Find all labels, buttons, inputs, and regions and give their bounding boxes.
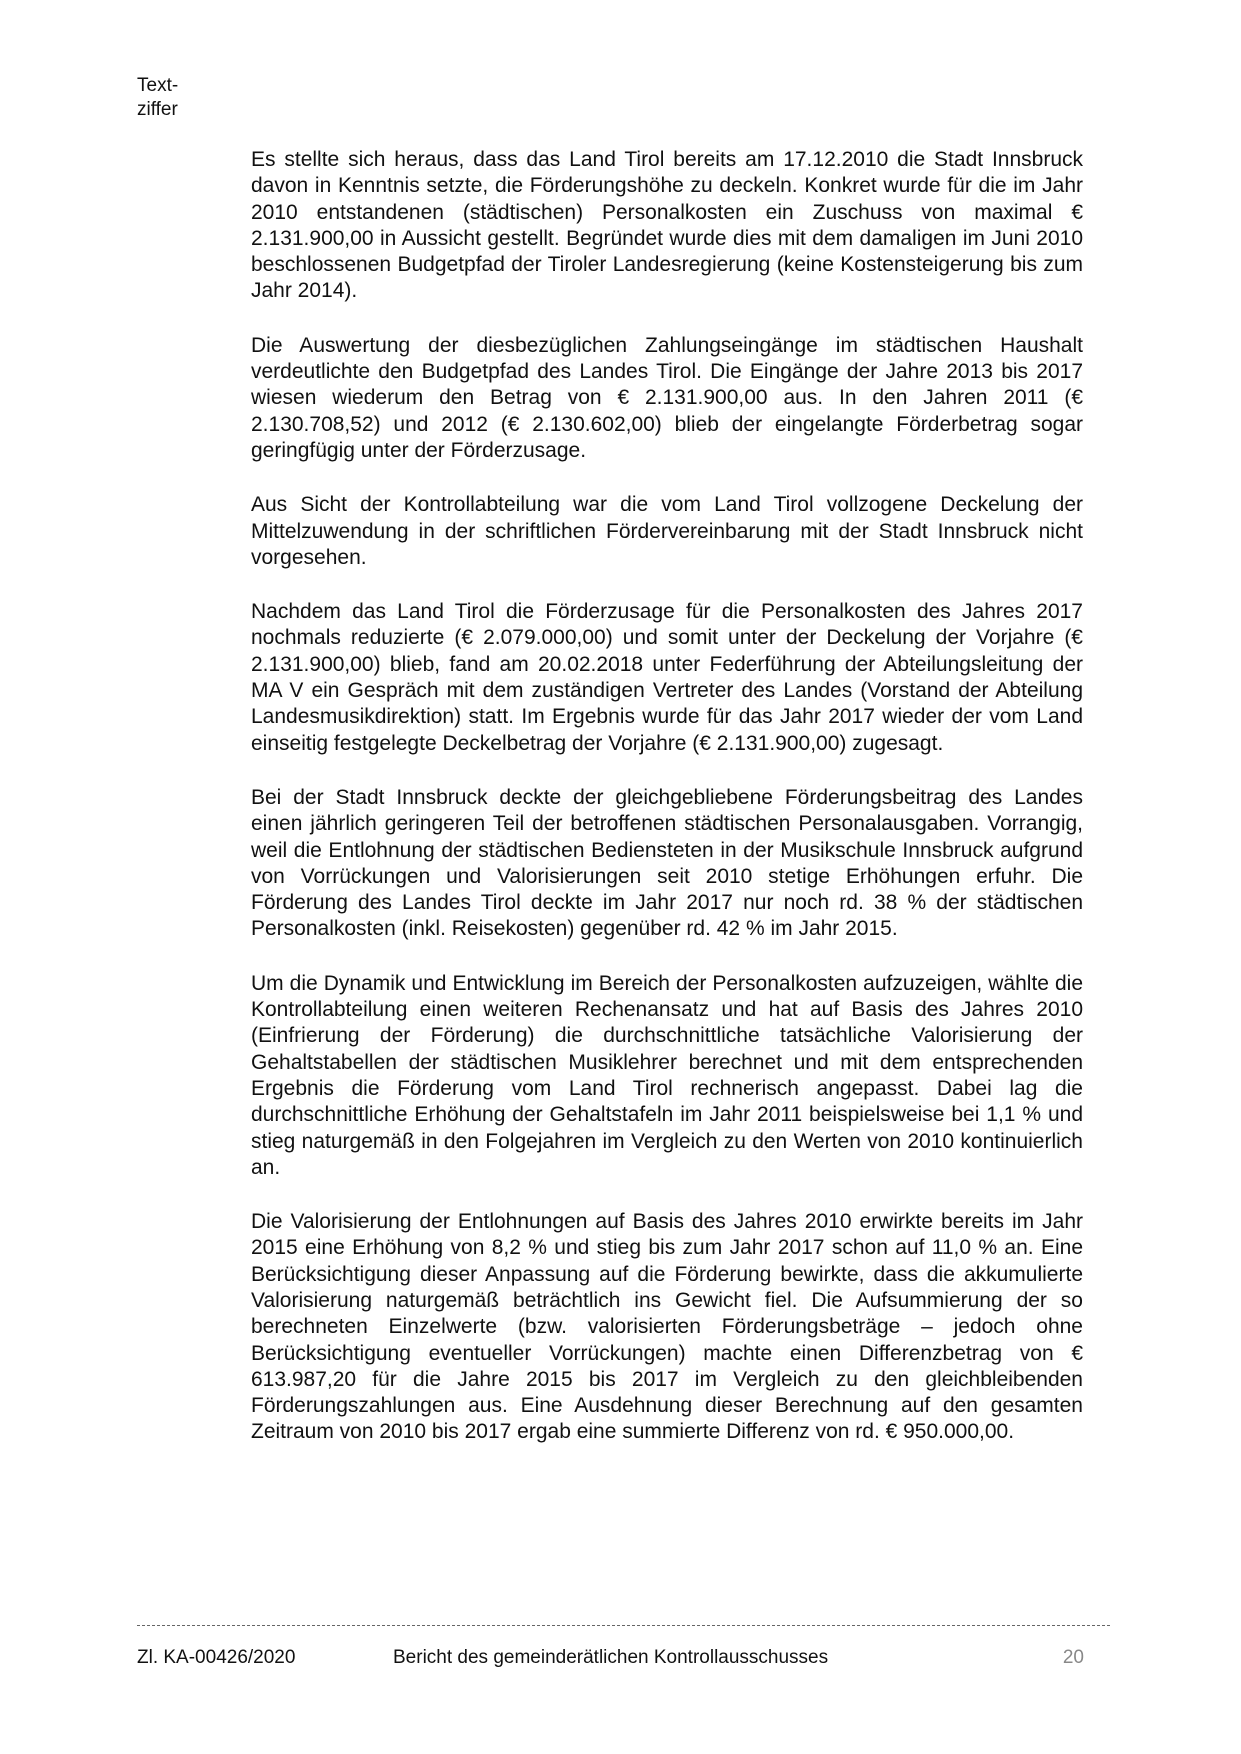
paragraph-2: Die Auswertung der diesbezüglichen Zahlungseingänge im städtischen Haushalt verdeutlichte den Budgetpfad des Landes Tirol. Die Eingänge der Jahre 2013 bis 2017 wiesen wiederum den Betrag von € 2.131.900,00 aus. In den Jahren 2011 (€ 2.130.708,52) und 2012 (€ 2.130.602,00) blieb der eingelangte Förderbetrag sogar geringfügig unter der Förderzusage. bbox=[251, 333, 1083, 462]
paragraph-6: Um die Dynamik und Entwicklung im Bereich der Personalkosten aufzuzeigen, wählte die Kontrollabteilung einen weiteren Rechenansatz und hat auf Basis des Jahres 2010 (Einfrierung der Förderung) die durchschnittliche tatsächliche Valorisierung der Gehaltstabellen der städtischen Musiklehrer berechnet und mit dem entsprechenden Ergebnis die Förderung vom Land Tirol rechnerisch angepasst. Dabei lag die durchschnittliche Erhöhung der Gehaltstafeln im Jahr 2011 beispielsweise bei 1,1 % und stieg naturgemäß in den Folgejahren im Vergleich zu den Werten von 2010 kontinuierlich an. bbox=[251, 971, 1083, 1179]
footer-reference-number: Zl. KA-00426/2020 bbox=[137, 1647, 296, 1668]
footer-page-number: 20 bbox=[1062, 1647, 1084, 1668]
footer-report-title: Bericht des gemeinderätlichen Kontrollausschusses bbox=[393, 1647, 829, 1668]
margin-label-textziffer bbox=[137, 74, 207, 122]
paragraph-3: Aus Sicht der Kontrollabteilung war die vom Land Tirol vollzogene Deckelung der Mittelzuwendung in der schriftlichen Fördervereinbarung mit der Stadt Innsbruck nicht vorgesehen. bbox=[251, 493, 1083, 569]
margin-label-line-1: Text- bbox=[137, 75, 179, 96]
paragraph-1: Es stellte sich heraus, dass das Land Tirol bereits am 17.12.2010 die Stadt Innsbruck davon in Kenntnis setzte, die Förderungshöhe zu deckeln. Konkret wurde für die im Jahr 2010 entstandenen (städtischen) Personalkosten ein Zuschuss von maximal € 2.131.900,00 in Aussicht gestellt. Begründet wurde dies mit dem damaligen im Juni 2010 beschlossenen Budgetpfad der Tiroler Landesregierung (keine Kostensteigerung bis zum Jahr 2014). bbox=[251, 148, 1083, 303]
page-footer bbox=[137, 1646, 1084, 1674]
paragraph-7: Die Valorisierung der Entlohnungen auf Basis des Jahres 2010 erwirkte bereits im Jahr 2015 eine Erhöhung von 8,2 % und stieg bis zum Jahr 2017 schon auf 11,0 % an. Eine Berücksichtigung dieser Anpassung auf die Förderung bewirkte, dass die akkumulierte Valorisierung naturgemäß beträchtlich ins Gewicht fiel. Die Aufsummierung der so berechneten Einzelwerte (bzw. valorisierten Förderungsbeträge – jedoch ohne Berücksichtigung eventueller Vorrückungen) machte einen Differenzbetrag von € 613.987,20 für die Jahre 2015 bis 2017 im Vergleich zu den gleichbleibenden Förderungszahlungen aus. Eine Ausdehnung dieser Berechnung auf den gesamten Zeitraum von 2010 bis 2017 ergab eine summierte Differenz von rd. € 950.000,00. bbox=[251, 1210, 1083, 1444]
paragraph-4: Nachdem das Land Tirol die Förderzusage für die Personalkosten des Jahres 2017 nochmals reduzierte (€ 2.079.000,00) und somit unter der Deckelung der Vorjahre (€ 2.131.900,00) blieb, fand am 20.02.2018 unter Federführung der Abteilungsleitung der MA V ein Gespräch mit dem zuständigen Vertreter des Landes (Vorstand der Abteilung Landesmusikdirektion) statt. Im Ergebnis wurde für das Jahr 2017 wieder der vom Land einseitig festgelegte Deckelbetrag der Vorjahre (€ 2.131.900,00) zugesagt. bbox=[251, 600, 1083, 755]
paragraph-5: Bei der Stadt Innsbruck deckte der gleichgebliebene Förderungsbeitrag des Landes einen jährlich geringeren Teil der betroffenen städtischen Personalausgaben. Vorrangig, weil die Entlohnung der städtischen Bediensteten in der Musikschule Innsbruck aufgrund von Vorrückungen und Valorisierungen seit 2010 stetige Erhöhungen erfuhr. Die Förderung des Landes Tirol deckte im Jahr 2017 nur noch rd. 38 % der städtischen Personalkosten (inkl. Reisekosten) gegenüber rd. 42 % im Jahr 2015. bbox=[251, 785, 1083, 941]
report-body bbox=[251, 147, 1083, 1474]
margin-label-line-2: ziffer bbox=[137, 99, 178, 120]
footer-divider bbox=[137, 1625, 1110, 1626]
